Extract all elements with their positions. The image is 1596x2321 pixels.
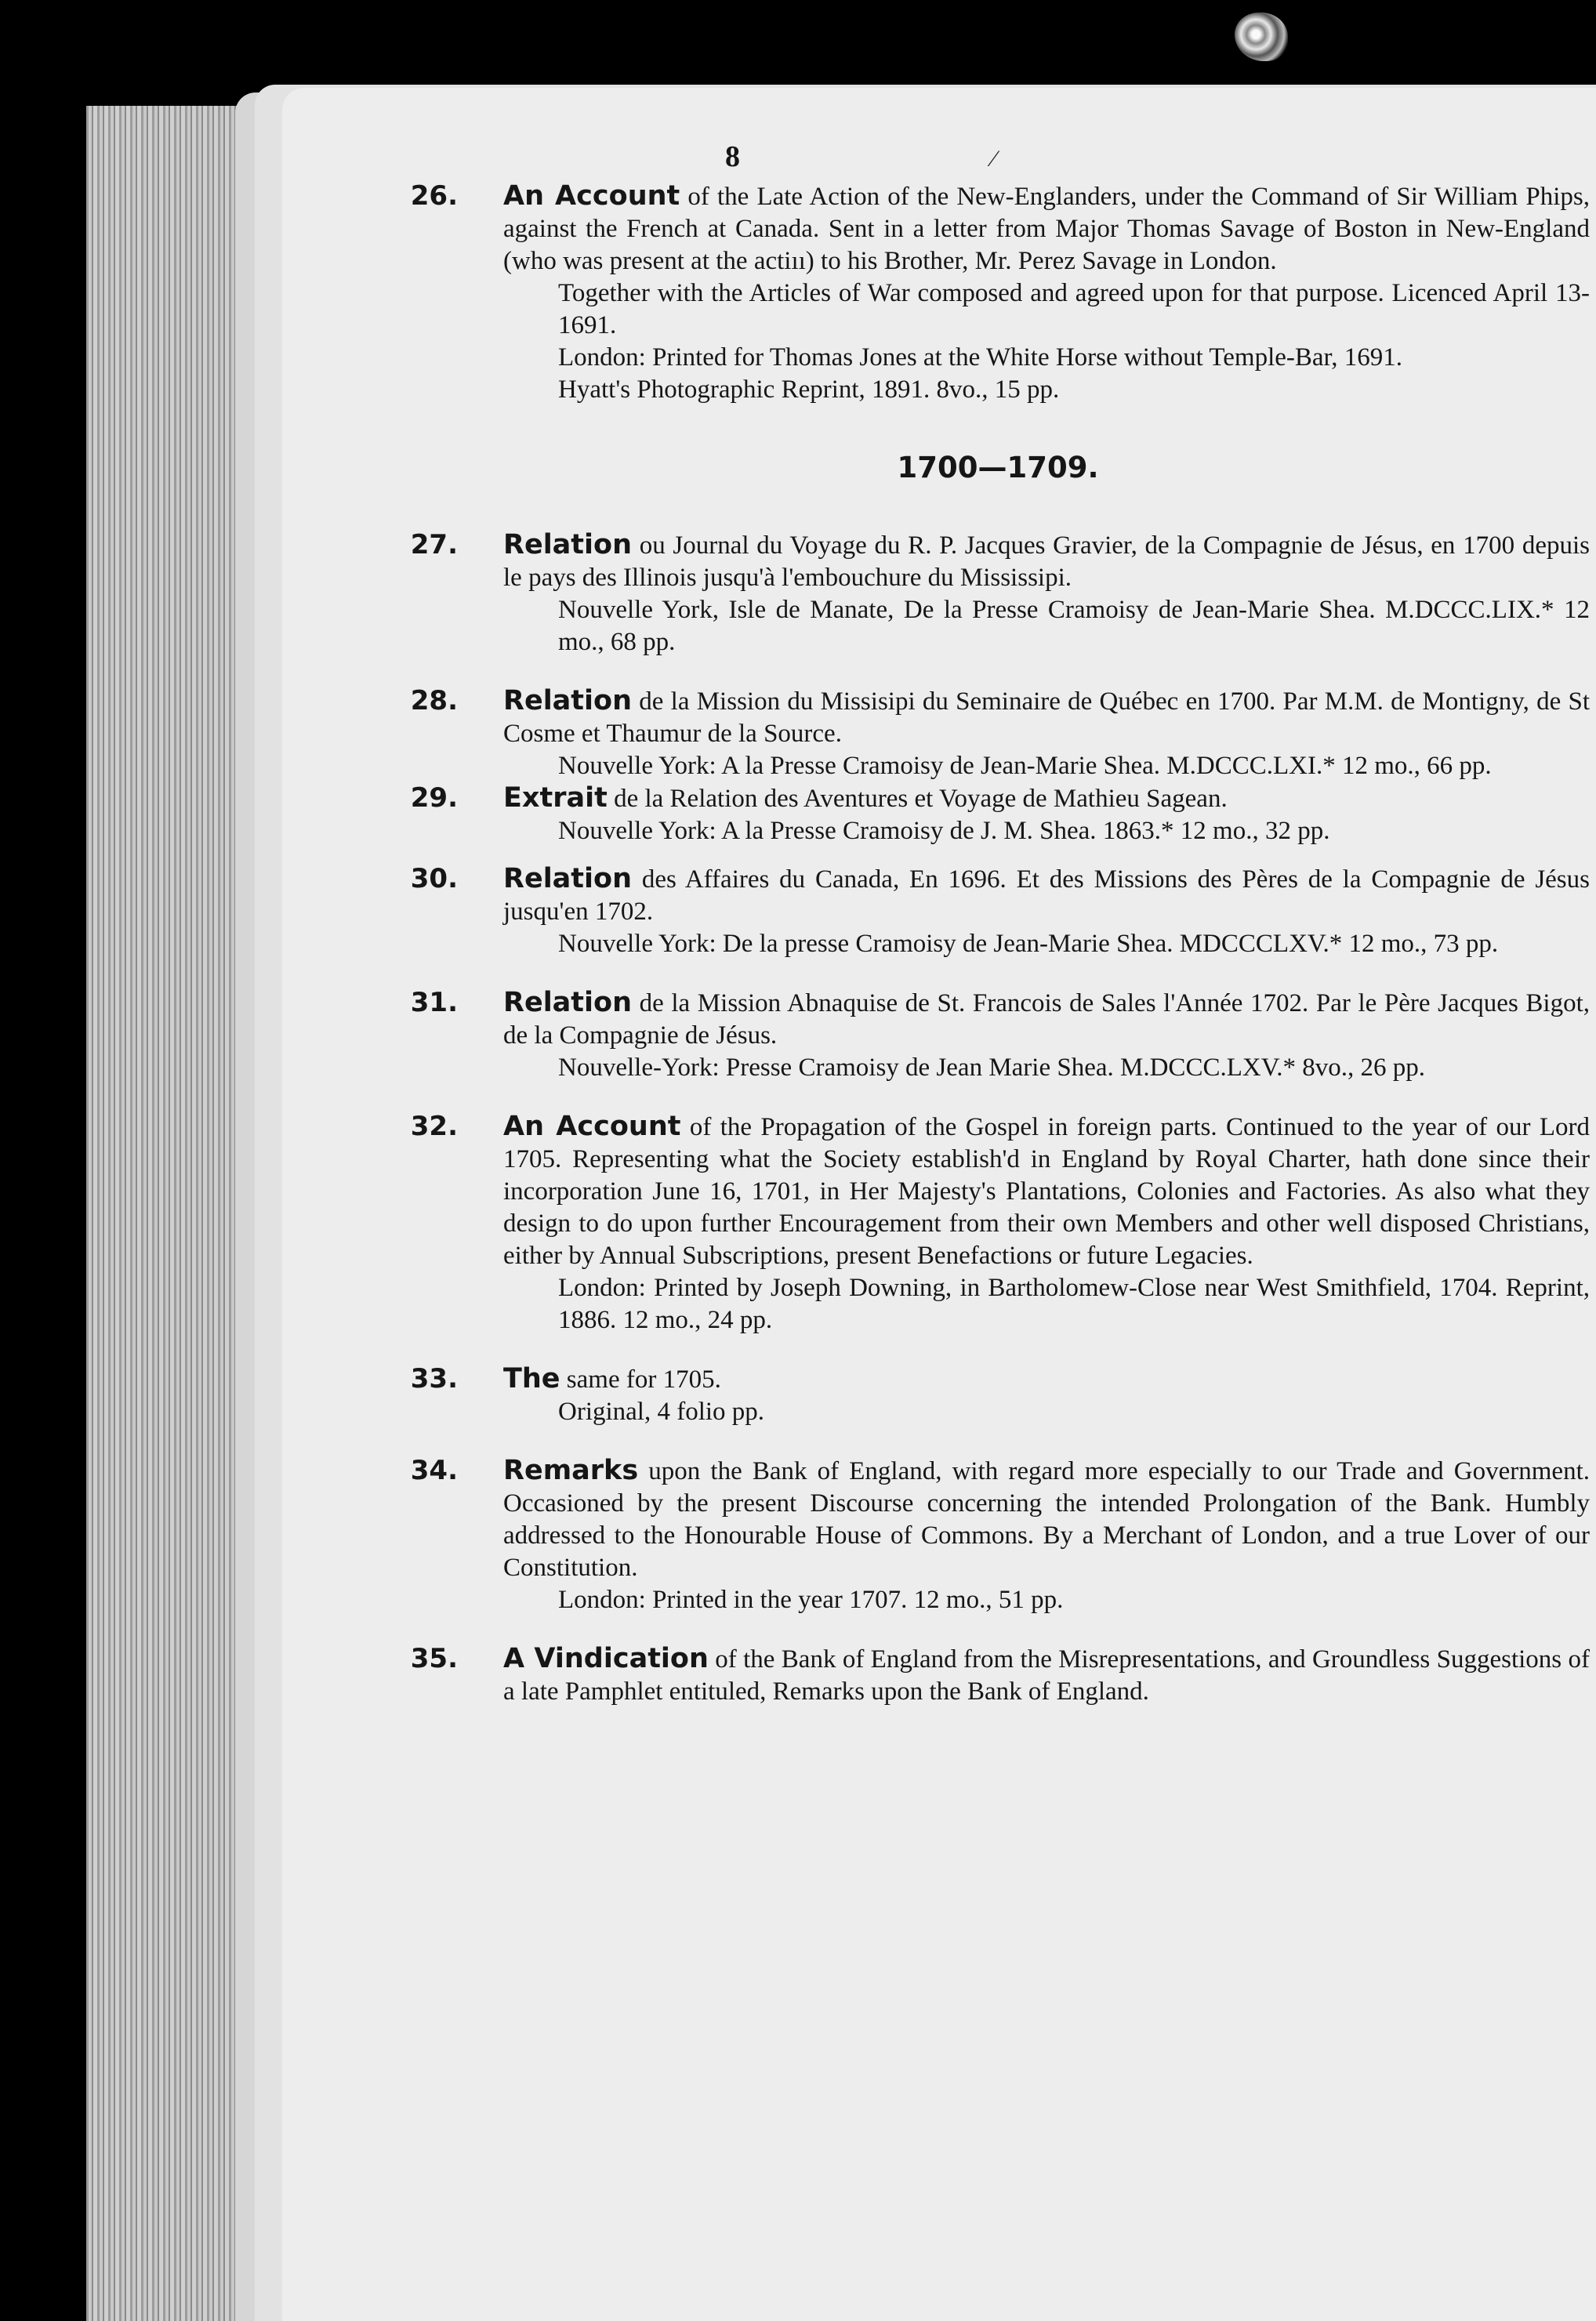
entry-number: 31. bbox=[410, 987, 458, 1018]
entry-number: 26. bbox=[410, 180, 458, 212]
entry-imprint: Original, 4 folio pp. bbox=[558, 1398, 765, 1426]
entry-number: 30. bbox=[410, 863, 458, 894]
entry-imprint: London: Printed for Thomas Jones at the White Horse without Temple-Bar, 1691. bbox=[558, 343, 1402, 372]
entry-title bbox=[503, 987, 1590, 1052]
entry-title bbox=[503, 1363, 1590, 1396]
section-heading: 1700—1709. bbox=[897, 451, 1099, 484]
entry-imprint: London: Printed in the year 1707. 12 mo., 51 pp. bbox=[558, 1586, 1064, 1614]
catalog-entry bbox=[410, 863, 1590, 960]
entry-heading: A Vindication bbox=[503, 1643, 709, 1674]
entry-imprint: Nouvelle-York: Presse Cramoisy de Jean Marie Shea. M.DCCC.LXV.* 8vo., 26 pp. bbox=[558, 1054, 1426, 1082]
entry-text: same for 1705. bbox=[560, 1365, 721, 1394]
entry-text: de la Mission du Missisipi du Seminaire de Québec en 1700. Par M.M. de Montigny, de St Cosme et Thaumur de la Source. bbox=[503, 687, 1590, 748]
entry-number: 34. bbox=[410, 1455, 458, 1486]
catalog-entry bbox=[410, 1111, 1590, 1336]
entry-number: 29. bbox=[410, 782, 458, 814]
entry-title bbox=[503, 529, 1590, 594]
entry-title bbox=[503, 782, 1590, 815]
entry-number: 28. bbox=[410, 685, 458, 716]
scanner-mark-icon bbox=[1235, 13, 1288, 61]
entry-heading: Relation bbox=[503, 529, 632, 560]
catalog-entry bbox=[410, 529, 1590, 658]
entry-title bbox=[503, 863, 1590, 928]
entry-title bbox=[503, 1111, 1590, 1272]
entry-text: des Affaires du Canada, En 1696. Et des Missions des Pères de la Compagnie de Jésus jusqu'en 1702. bbox=[503, 865, 1590, 926]
entry-imprint: Nouvelle York: A la Presse Cramoisy de J. M. Shea. 1863.* 12 mo., 32 pp. bbox=[558, 817, 1330, 845]
entry-heading: Relation bbox=[503, 685, 632, 716]
entry-text: de la Relation des Aventures et Voyage de Mathieu Sagean. bbox=[607, 785, 1228, 813]
catalog-entry bbox=[410, 180, 1590, 406]
catalog-entry bbox=[410, 685, 1590, 782]
entry-heading: Relation bbox=[503, 863, 632, 894]
entry-heading: An Account bbox=[503, 1111, 681, 1142]
entry-heading: An Account bbox=[503, 180, 680, 212]
book-page-edges bbox=[86, 106, 251, 2321]
entry-title bbox=[503, 180, 1590, 277]
entry-imprint: Nouvelle York: De la presse Cramoisy de Jean-Marie Shea. MDCCCLXV.* 12 mo., 73 pp. bbox=[558, 930, 1499, 958]
entry-heading: Remarks bbox=[503, 1455, 639, 1486]
entry-number: 33. bbox=[410, 1363, 458, 1394]
catalog-entry bbox=[410, 987, 1590, 1084]
entry-title bbox=[503, 1643, 1590, 1708]
entry-imprint: Nouvelle York: A la Presse Cramoisy de Jean-Marie Shea. M.DCCC.LXI.* 12 mo., 66 pp. bbox=[558, 752, 1492, 780]
catalog-entry bbox=[410, 782, 1590, 847]
entry-number: 27. bbox=[410, 529, 458, 560]
entry-heading: Extrait bbox=[503, 782, 608, 814]
page-number: 8 bbox=[725, 140, 740, 173]
entry-title bbox=[503, 685, 1590, 750]
entry-text: de la Mission Abnaquise de St. Francois de Sales l'Année 1702. Par le Père Jacques Bigot, de la Compagnie de Jésus. bbox=[503, 989, 1590, 1050]
entry-imprint: Nouvelle York, Isle de Manate, De la Presse Cramoisy de Jean-Marie Shea. M.DCCC.LIX.* 12 mo., 68 pp. bbox=[558, 596, 1590, 656]
entry-note: Together with the Articles of War composed and agreed upon for that purpose. Licenced April 13-1691. bbox=[558, 279, 1590, 339]
entry-number: 32. bbox=[410, 1111, 458, 1142]
entry-text: of the Propagation of the Gospel in foreign parts. Continued to the year of our Lord 1705. Representing what the Society establish'd in England by Royal Charter, hath done since their incorporation June 16, 1701, in Her Majesty's Plantations, Colonies and Factories. As also what they design to do upon further Encouragement from their own Members and other well disposed Christians, either by Annual Subscriptions, present Benefactions or future Legacies. bbox=[503, 1113, 1590, 1270]
entry-title bbox=[503, 1455, 1590, 1584]
entry-text: upon the Bank of England, with regard more especially to our Trade and Government. Occasioned by the present Discourse concerning the intended Prolongation of the Bank. Humbly addressed to the Honourable House of Commons. By a Merchant of London, and a true Lover of our Constitution. bbox=[503, 1457, 1590, 1582]
catalog-entry bbox=[410, 1455, 1590, 1616]
entry-text: of the Bank of England from the Misrepresentations, and Groundless Suggestions of a late Pamphlet entituled, Remarks upon the Bank of England. bbox=[503, 1645, 1591, 1706]
entries-list bbox=[410, 529, 1591, 1708]
entry-format: Hyatt's Photographic Reprint, 1891. 8vo., 15 pp. bbox=[558, 375, 1060, 404]
page-content bbox=[410, 180, 1591, 1735]
pencil-mark: ⁄ bbox=[992, 146, 996, 172]
catalog-entry bbox=[410, 1643, 1591, 1708]
entry-text: ou Journal du Voyage du R. P. Jacques Gravier, de la Compagnie de Jésus, en 1700 depuis le pays des Illinois jusqu'à l'embouchure du Mississipi. bbox=[503, 531, 1590, 592]
entry-heading: Relation bbox=[503, 987, 632, 1018]
catalog-entry bbox=[410, 1363, 1590, 1428]
entry-number: 35. bbox=[410, 1643, 458, 1674]
entry-heading: The bbox=[503, 1363, 560, 1394]
entry-imprint: London: Printed by Joseph Downing, in Bartholomew-Close near West Smithfield, 1704. Reprint, 1886. 12 mo., 24 pp. bbox=[558, 1274, 1590, 1334]
entry-text: of the Late Action of the New-Englanders, under the Command of Sir William Phips, against the French at Canada. Sent in a letter from Major Thomas Savage of Boston in New-England (who was present at the actiıı) to his Brother, Mr. Perez Savage in London. bbox=[503, 183, 1590, 275]
